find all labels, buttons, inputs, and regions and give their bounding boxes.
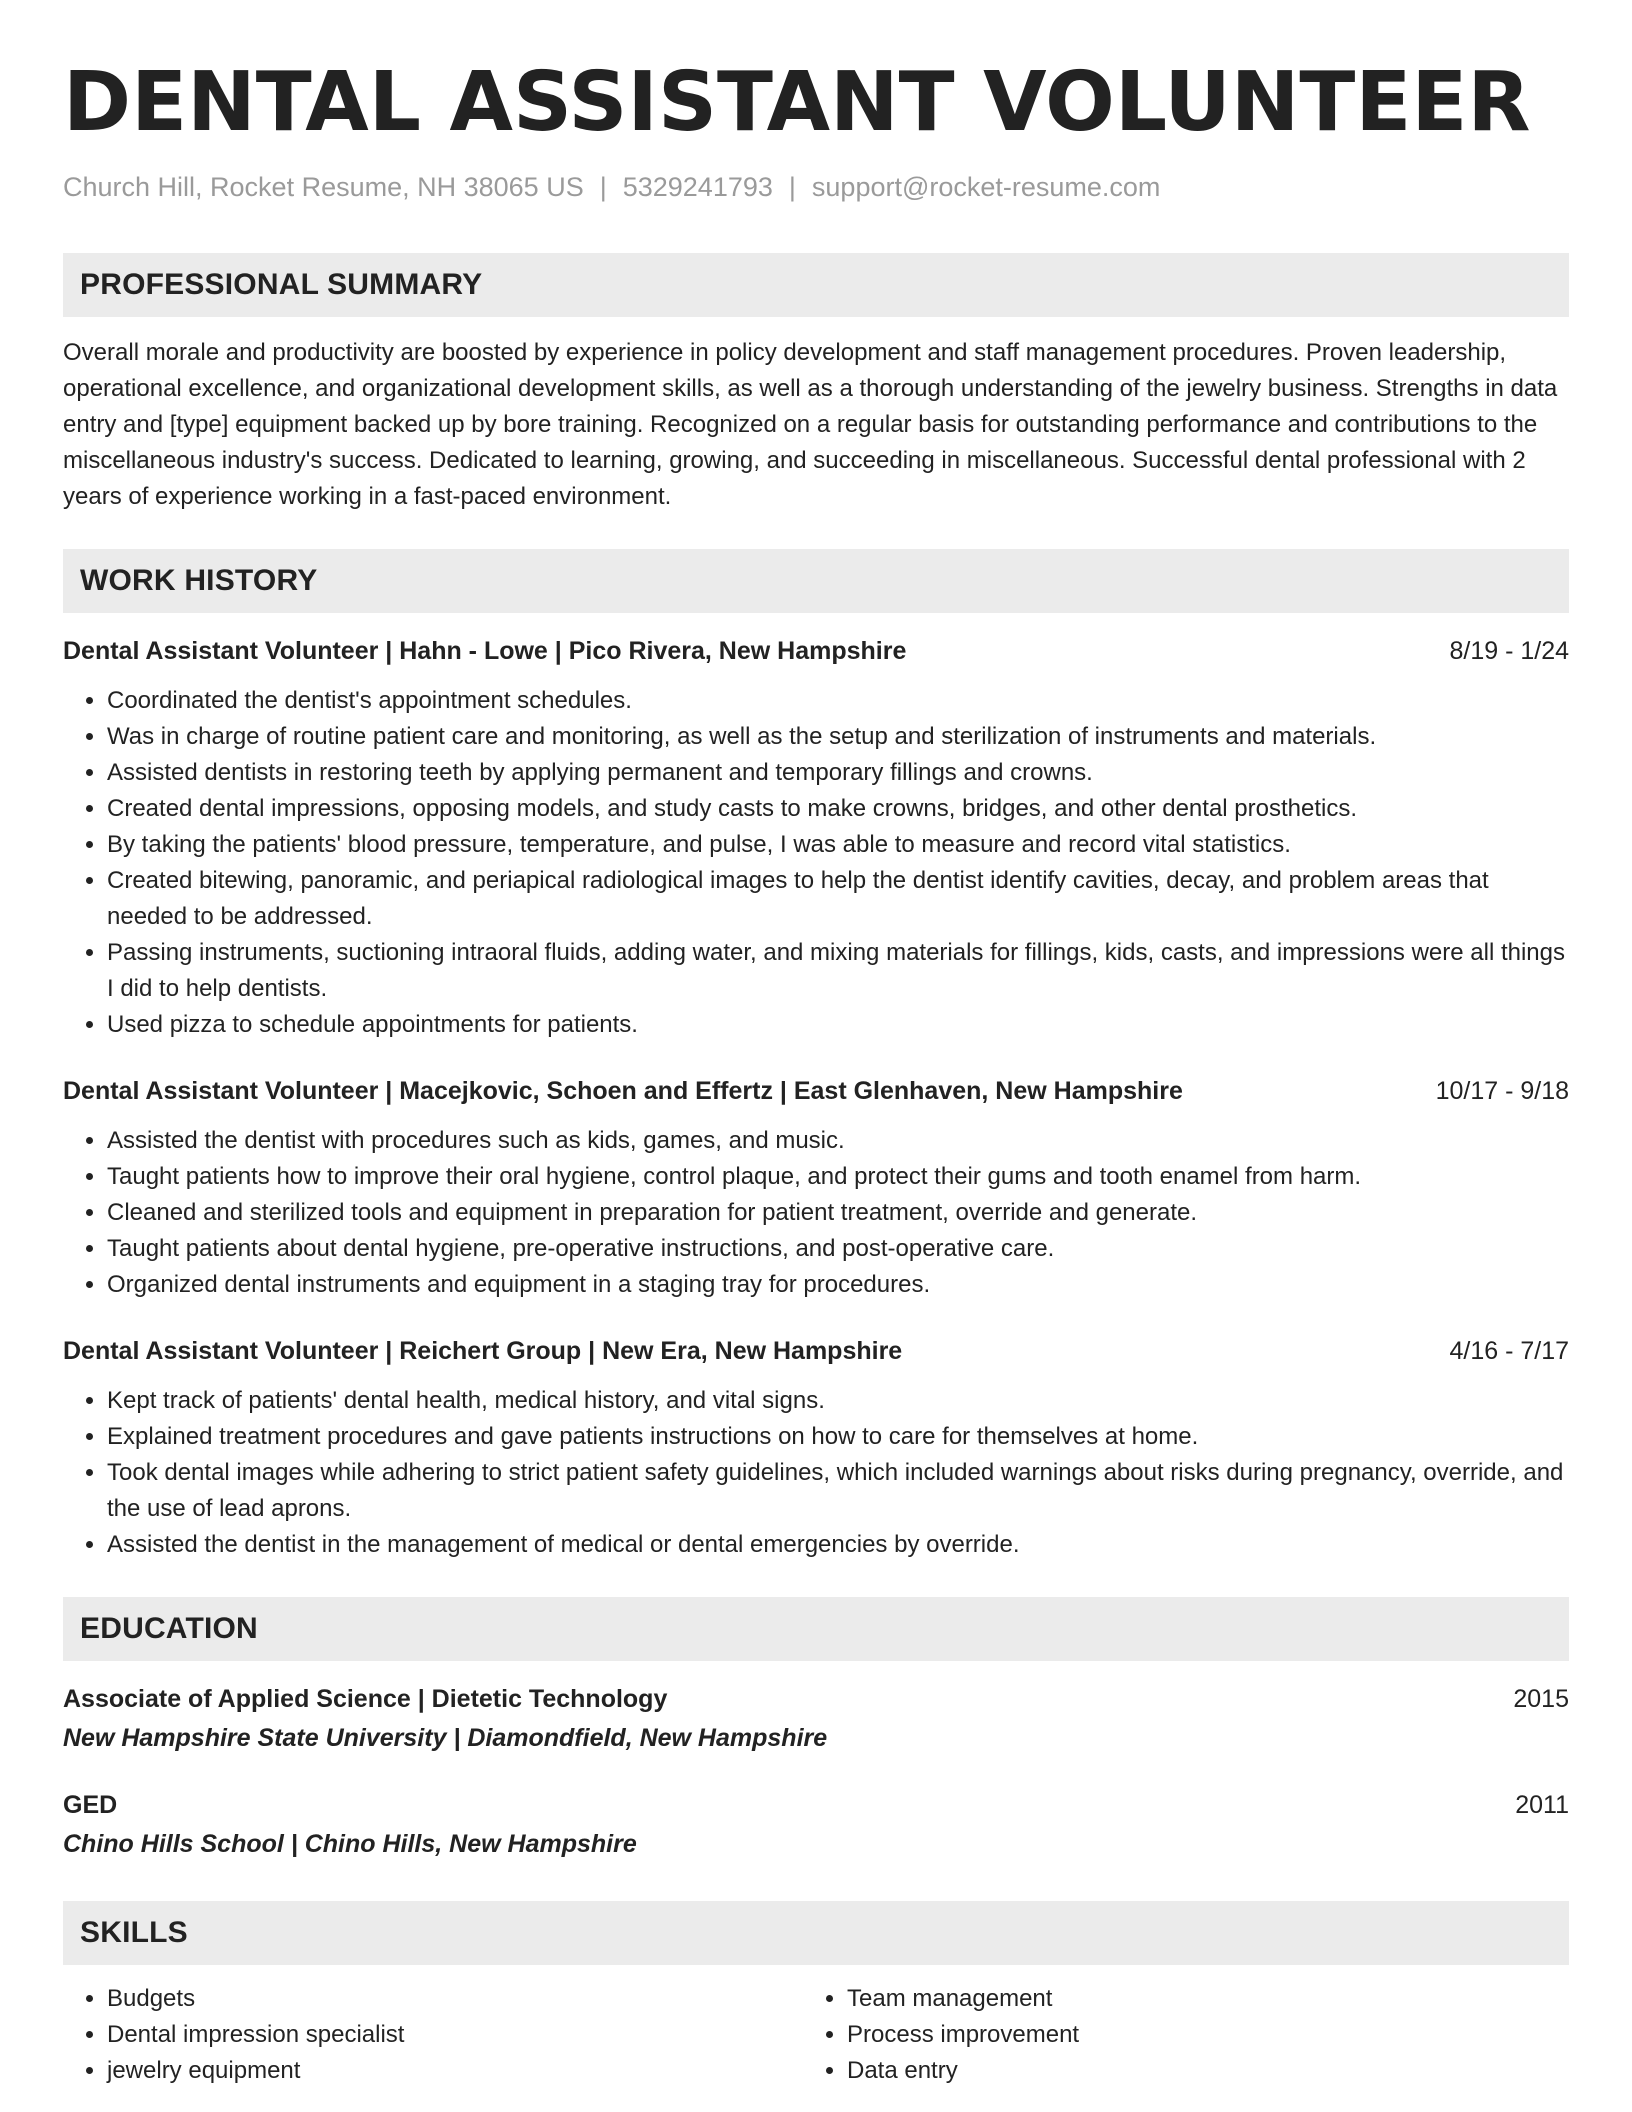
work-heading: WORK HISTORY [80, 564, 318, 597]
job-bullet: • Cleaned and sterilized tools and equipment in preparation for patient treatment, override and generate. [107, 1195, 1569, 1231]
education-school: Chino Hills School | Chino Hills, New Hampshire [63, 1830, 637, 1858]
education-entry [63, 1787, 1569, 1863]
contact-separator: | [599, 172, 607, 202]
job-bullet: • By taking the patients' blood pressure, temperature, and pulse, I was able to measure and record vital statistics. [107, 827, 1569, 863]
education-heading: EDUCATION [80, 1612, 258, 1645]
education-section-header [63, 1597, 1569, 1661]
skills-column-right [803, 1981, 1543, 2089]
job-bullet: • Organized dental instruments and equipment in a staging tray for procedures. [107, 1267, 1569, 1303]
contact-phone: 5329241793 [622, 172, 773, 202]
skill-item: • Budgets [107, 1981, 803, 2017]
education-year: 2011 [1515, 1791, 1569, 1819]
job-title: Dental Assistant Volunteer | Reichert Group | New Era, New Hampshire [63, 1337, 903, 1365]
job-bullet: • Created dental impressions, opposing models, and study casts to make crowns, bridges, and other dental prosthetics. [107, 791, 1569, 827]
summary-heading: PROFESSIONAL SUMMARY [80, 268, 483, 301]
candidate-name: DENTAL ASSISTANT VOLUNTEER [63, 55, 1531, 150]
skills-grid [63, 1981, 1569, 2089]
job-bullet: • Taught patients how to improve their oral hygiene, control plaque, and protect their gums and tooth enamel from harm. [107, 1159, 1569, 1195]
job-entry [63, 1333, 1569, 1563]
summary-text: Overall morale and productivity are boosted by experience in policy development and staff management procedures. Proven leadership, operational excellence, and organizational development skills, as well as a thorough understanding of the jewelry business. Strengths in data entry and [type] equipment backed up by bore training. Recognized on a regular basis for outstanding performance and contributions to the miscellaneous industry's success. Dedicated to learning, growing, and succeeding in miscellaneous. Successful dental professional with 2 years of experience working in a fast-paced environment. [63, 339, 1558, 510]
job-header [63, 1073, 1569, 1109]
job-bullet: • Passing instruments, suctioning intraoral fluids, adding water, and mixing materials for fillings, kids, casts, and impressions were all things I did to help dentists. [107, 935, 1569, 1007]
summary-section-header [63, 253, 1569, 317]
education-degree: GED [63, 1791, 118, 1819]
job-dates: 4/16 - 7/17 [1449, 1337, 1569, 1365]
job-bullet: • Assisted the dentist in the management of medical or dental emergencies by override. [107, 1527, 1569, 1563]
job-header [63, 1333, 1569, 1369]
skills-column-left [63, 1981, 803, 2089]
contact-separator: | [788, 172, 796, 202]
job-bullet: • Assisted dentists in restoring teeth by applying permanent and temporary fillings and crowns. [107, 755, 1569, 791]
contact-line [63, 172, 1569, 203]
education-year: 2015 [1513, 1685, 1569, 1713]
job-entry [63, 633, 1569, 1043]
job-bullet: • Coordinated the dentist's appointment schedules. [107, 683, 1569, 719]
job-dates: 10/17 - 9/18 [1435, 1077, 1569, 1105]
job-bullets [63, 1383, 1569, 1563]
skill-item: • Dental impression specialist [107, 2017, 803, 2053]
education-header [63, 1681, 1569, 1717]
job-entry [63, 1073, 1569, 1303]
job-bullets [63, 1123, 1569, 1303]
job-bullet: • Created bitewing, panoramic, and periapical radiological images to help the dentist identify cavities, decay, and problem areas that needed to be addressed. [107, 863, 1569, 935]
job-bullet: • Kept track of patients' dental health, medical history, and vital signs. [107, 1383, 1569, 1419]
skill-item: • jewelry equipment [107, 2053, 803, 2089]
skills-heading: SKILLS [80, 1916, 188, 1949]
work-section-header [63, 549, 1569, 613]
education-entry [63, 1681, 1569, 1757]
contact-address: Church Hill, Rocket Resume, NH 38065 US [63, 172, 584, 202]
job-header [63, 633, 1569, 669]
job-bullet: • Assisted the dentist with procedures such as kids, games, and music. [107, 1123, 1569, 1159]
job-bullet: • Was in charge of routine patient care and monitoring, as well as the setup and sterilization of instruments and materials. [107, 719, 1569, 755]
skills-section-header [63, 1901, 1569, 1965]
job-dates: 8/19 - 1/24 [1449, 637, 1569, 665]
job-bullets [63, 683, 1569, 1043]
skill-item: • Process improvement [847, 2017, 1543, 2053]
job-bullet: • Explained treatment procedures and gave patients instructions on how to care for themselves at home. [107, 1419, 1569, 1455]
education-header [63, 1787, 1569, 1823]
skill-item: • Data entry [847, 2053, 1543, 2089]
job-bullet: • Taught patients about dental hygiene, pre-operative instructions, and post-operative care. [107, 1231, 1569, 1267]
education-degree: Associate of Applied Science | Dietetic Technology [63, 1685, 668, 1713]
contact-email: support@rocket-resume.com [811, 172, 1161, 202]
job-title: Dental Assistant Volunteer | Macejkovic, Schoen and Effertz | East Glenhaven, New Hampshire [63, 1077, 1183, 1105]
job-title: Dental Assistant Volunteer | Hahn - Lowe | Pico Rivera, New Hampshire [63, 637, 907, 665]
education-school: New Hampshire State University | Diamondfield, New Hampshire [63, 1724, 828, 1752]
skill-item: • Team management [847, 1981, 1543, 2017]
job-bullet: • Used pizza to schedule appointments for patients. [107, 1007, 1569, 1043]
job-bullet: • Took dental images while adhering to strict patient safety guidelines, which included warnings about risks during pregnancy, override, and the use of lead aprons. [107, 1455, 1569, 1527]
